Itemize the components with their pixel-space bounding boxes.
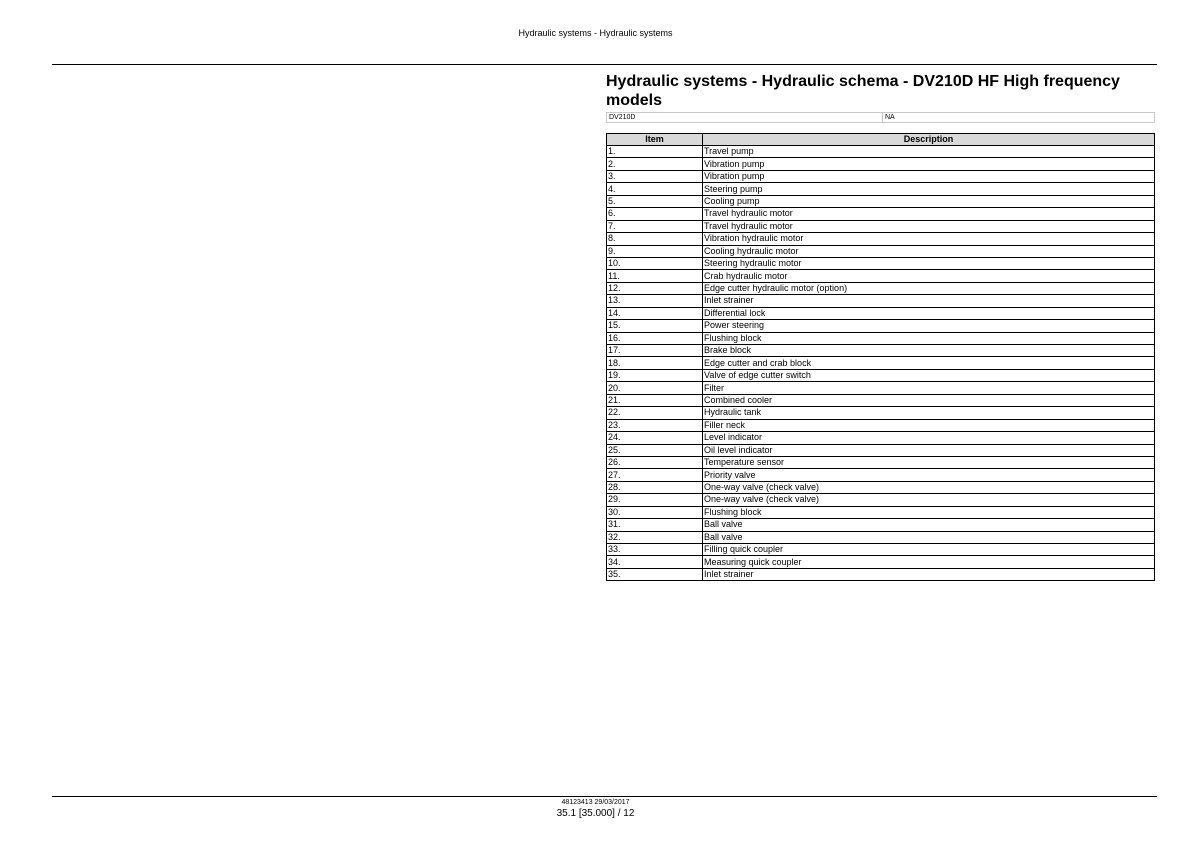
item-number-cell: 24. (607, 432, 703, 444)
item-description-cell: Travel hydraulic motor (703, 220, 1155, 232)
item-number-cell: 16. (607, 332, 703, 344)
item-number-cell: 15. (607, 320, 703, 332)
table-row (607, 170, 1155, 182)
table-row (607, 220, 1155, 232)
item-number-cell: 31. (607, 519, 703, 531)
item-number-cell: 27. (607, 469, 703, 481)
table-row (607, 531, 1155, 543)
item-number-cell: 22. (607, 407, 703, 419)
item-description-cell: Vibration hydraulic motor (703, 233, 1155, 245)
applicability-row (606, 112, 1155, 123)
table-row (607, 270, 1155, 282)
table-row (607, 456, 1155, 468)
item-number-cell: 14. (607, 307, 703, 319)
table-row (607, 519, 1155, 531)
item-number-cell: 18. (607, 357, 703, 369)
item-number-cell: 20. (607, 382, 703, 394)
table-row (607, 481, 1155, 493)
item-description-cell: Measuring quick coupler (703, 556, 1155, 568)
item-description-cell: Cooling pump (703, 195, 1155, 207)
table-row (607, 394, 1155, 406)
item-description-cell: Filler neck (703, 419, 1155, 431)
footer-divider (52, 796, 1157, 797)
table-row (607, 183, 1155, 195)
table-row (607, 369, 1155, 381)
market-cell: NA (885, 114, 895, 121)
column-header-description: Description (703, 134, 1155, 146)
item-number-cell: 23. (607, 419, 703, 431)
item-description-cell: Steering pump (703, 183, 1155, 195)
table-row (607, 195, 1155, 207)
item-description-cell: Flushing block (703, 506, 1155, 518)
item-number-cell: 11. (607, 270, 703, 282)
item-number-cell: 1. (607, 146, 703, 158)
content-section (606, 72, 1155, 581)
item-number-cell: 3. (607, 170, 703, 182)
table-row (607, 208, 1155, 220)
item-number-cell: 32. (607, 531, 703, 543)
item-description-cell: Priority valve (703, 469, 1155, 481)
item-number-cell: 6. (607, 208, 703, 220)
header-divider (52, 64, 1157, 65)
table-row (607, 282, 1155, 294)
item-number-cell: 29. (607, 494, 703, 506)
table-row (607, 494, 1155, 506)
item-description-cell: Travel pump (703, 146, 1155, 158)
item-number-cell: 8. (607, 233, 703, 245)
item-number-cell: 7. (607, 220, 703, 232)
table-row (607, 432, 1155, 444)
item-number-cell: 2. (607, 158, 703, 170)
table-row (607, 233, 1155, 245)
item-number-cell: 25. (607, 444, 703, 456)
item-number-cell: 17. (607, 345, 703, 357)
table-row (607, 295, 1155, 307)
item-number-cell: 33. (607, 544, 703, 556)
table-row (607, 257, 1155, 269)
item-description-cell: Oil level indicator (703, 444, 1155, 456)
item-description-cell: One-way valve (check valve) (703, 494, 1155, 506)
column-header-item: Item (607, 134, 703, 146)
item-description-cell: Cooling hydraulic motor (703, 245, 1155, 257)
running-header: Hydraulic systems - Hydraulic systems (518, 28, 673, 38)
table-row (607, 345, 1155, 357)
table-row (607, 307, 1155, 319)
item-number-cell: 35. (607, 568, 703, 580)
item-description-cell: Filter (703, 382, 1155, 394)
item-number-cell: 12. (607, 282, 703, 294)
parts-table (606, 133, 1155, 581)
item-number-cell: 13. (607, 295, 703, 307)
table-row (607, 146, 1155, 158)
item-number-cell: 26. (607, 456, 703, 468)
item-description-cell: Flushing block (703, 332, 1155, 344)
table-row (607, 158, 1155, 170)
item-number-cell: 34. (607, 556, 703, 568)
item-description-cell: Vibration pump (703, 170, 1155, 182)
footer-page-ref: 35.1 [35.000] / 12 (556, 808, 635, 819)
table-header-row (607, 134, 1155, 146)
footer-doc-info: 48123413 29/03/2017 (561, 799, 630, 806)
section-title: Hydraulic systems - Hydraulic schema - DV210D HF High frequency models (606, 73, 1120, 109)
item-description-cell: Filling quick coupler (703, 544, 1155, 556)
item-description-cell: Ball valve (703, 531, 1155, 543)
item-description-cell: Crab hydraulic motor (703, 270, 1155, 282)
table-row (607, 469, 1155, 481)
item-description-cell: Hydraulic tank (703, 407, 1155, 419)
table-row (607, 568, 1155, 580)
item-description-cell: Ball valve (703, 519, 1155, 531)
table-row (607, 320, 1155, 332)
parts-table-body (607, 146, 1155, 581)
table-row (607, 245, 1155, 257)
item-description-cell: Vibration pump (703, 158, 1155, 170)
table-row (607, 556, 1155, 568)
table-row (607, 506, 1155, 518)
item-number-cell: 21. (607, 394, 703, 406)
item-description-cell: Steering hydraulic motor (703, 257, 1155, 269)
item-number-cell: 30. (607, 506, 703, 518)
item-description-cell: Combined cooler (703, 394, 1155, 406)
item-description-cell: Travel hydraulic motor (703, 208, 1155, 220)
item-description-cell: Power steering (703, 320, 1155, 332)
table-row (607, 332, 1155, 344)
item-number-cell: 4. (607, 183, 703, 195)
table-row (607, 444, 1155, 456)
item-description-cell: Brake block (703, 345, 1155, 357)
item-description-cell: Edge cutter and crab block (703, 357, 1155, 369)
table-row (607, 544, 1155, 556)
item-number-cell: 10. (607, 257, 703, 269)
item-description-cell: Temperature sensor (703, 456, 1155, 468)
item-description-cell: Edge cutter hydraulic motor (option) (703, 282, 1155, 294)
item-number-cell: 19. (607, 369, 703, 381)
item-description-cell: Differential lock (703, 307, 1155, 319)
table-row (607, 382, 1155, 394)
table-row (607, 407, 1155, 419)
table-row (607, 357, 1155, 369)
item-description-cell: Inlet strainer (703, 295, 1155, 307)
item-number-cell: 5. (607, 195, 703, 207)
model-cell: DV210D (607, 113, 883, 122)
table-row (607, 419, 1155, 431)
item-description-cell: Valve of edge cutter switch (703, 369, 1155, 381)
item-description-cell: Inlet strainer (703, 568, 1155, 580)
item-description-cell: Level indicator (703, 432, 1155, 444)
item-description-cell: One-way valve (check valve) (703, 481, 1155, 493)
item-number-cell: 9. (607, 245, 703, 257)
item-number-cell: 28. (607, 481, 703, 493)
